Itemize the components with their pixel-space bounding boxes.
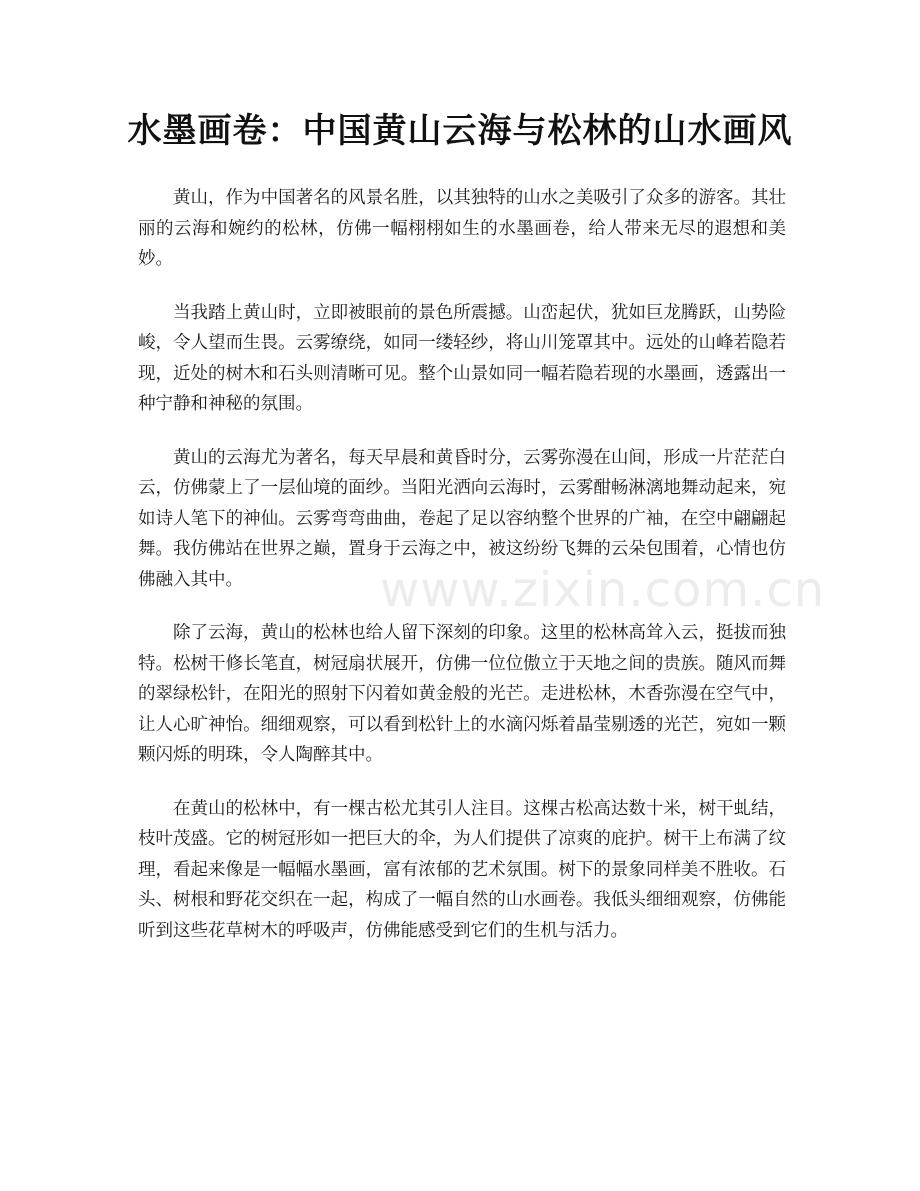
paragraph-2: 当我踏上黄山时，立即被眼前的景色所震撼。山峦起伏，犹如巨龙腾跃，山势险峻，令人望而生畏。云雾缭绕，如同一缕轻纱，将山川笼罩其中。远处的山峰若隐若现，近处的树木和石头则清晰可见。整个山景如同一幅若隐若现的水墨画，透露出一种宁静和神秘的氛围。 <box>138 302 786 414</box>
paragraph-5: 在黄山的松林中，有一棵古松尤其引人注目。这棵古松高达数十米，树干虬结，枝叶茂盛。它的树冠形如一把巨大的伞，为人们提供了凉爽的庇护。树干上布满了纹理，看起来像是一幅幅水墨画，富有浓郁的艺术氛围。树下的景象同样美不胜收。石头、树根和野花交织在一起，构成了一幅自然的山水画卷。我低头细细观察，仿佛能听到这些花草树木的呼吸声，仿佛能感受到它们的生机与活力。 <box>138 798 786 941</box>
paragraph-3: 黄山的云海尤为著名，每天早晨和黄昏时分，云雾弥漫在山间，形成一片茫茫白云，仿佛蒙上了一层仙境的面纱。当阳光洒向云海时，云雾酣畅淋漓地舞动起来，宛如诗人笔下的神仙。云雾弯弯曲曲，卷起了足以容纳整个世界的广袖，在空中翩翩起舞。我仿佛站在世界之巅，置身于云海之中，被这纷纷飞舞的云朵包围着，心情也仿佛融入其中。 <box>138 447 786 590</box>
document-body <box>138 183 786 969</box>
page-title: 水墨画卷：中国黄山云海与松林的山水画风 <box>127 111 793 151</box>
paragraph-1: 黄山，作为中国著名的风景名胜，以其独特的山水之美吸引了众多的游客。其壮丽的云海和婉约的松林，仿佛一幅栩栩如生的水墨画卷，给人带来无尽的遐想和美妙。 <box>138 188 786 269</box>
paragraph-4: 除了云海，黄山的松林也给人留下深刻的印象。这里的松林高耸入云，挺拔而独特。松树干修长笔直，树冠扇状展开，仿佛一位位傲立于天地之间的贵族。随风而舞的翠绿松针，在阳光的照射下闪着如黄金般的光芒。走进松林，木香弥漫在空气中，让人心旷神怡。细细观察，可以看到松针上的水滴闪烁着晶莹剔透的光芒，宛如一颗颗闪烁的明珠，令人陶醉其中。 <box>138 623 786 765</box>
watermark: www.zixin.com.cn <box>380 562 826 618</box>
